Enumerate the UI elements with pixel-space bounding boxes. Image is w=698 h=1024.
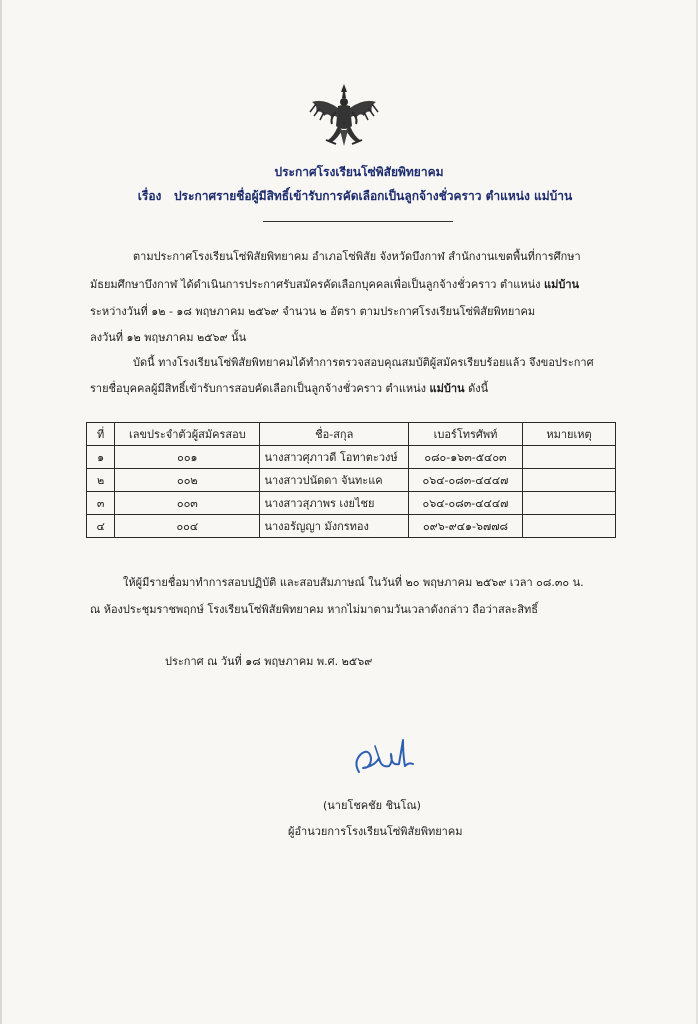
director-signature	[345, 732, 425, 778]
announcement-subject	[6, 187, 698, 206]
cell-remark	[522, 492, 615, 515]
cell-applicant-id: ๐๐๑	[115, 446, 260, 469]
paragraph-1-line-1: ตามประกาศโรงเรียนโซ่พิสัยพิทยาคม อำเภอโซ่พิสัย จังหวัดบึงกาฬ สำนักงานเขตพื้นที่การศึกษา	[133, 250, 581, 263]
cell-phone: ๐๙๖-๙๔๑-๖๗๗๘	[409, 515, 523, 538]
paragraph-2-line-2-end: ดังนี้	[464, 382, 489, 395]
cell-no: ๑	[87, 446, 115, 469]
cell-applicant-id: ๐๐๔	[115, 515, 260, 538]
column-header-name: ชื่อ-สกุล	[260, 423, 409, 446]
table-row	[87, 469, 616, 492]
cell-remark	[522, 446, 615, 469]
cell-applicant-id: ๐๐๓	[115, 492, 260, 515]
table-row	[87, 515, 616, 538]
table-row	[87, 446, 616, 469]
announcement-date: ประกาศ ณ วันที่ ๑๘ พฤษภาคม พ.ศ. ๒๕๖๙	[165, 655, 373, 668]
column-header-applicant-id: เลขประจำตัวผู้สมัครสอบ	[115, 423, 260, 446]
cell-name: นางสาวศุภาวดี โอทาตะวงษ์	[260, 446, 409, 469]
cell-phone: ๐๖๔-๐๘๓-๔๔๔๗	[409, 492, 523, 515]
title-divider	[263, 221, 453, 222]
cell-name: นางสาวปนัดดา จันทะแค	[260, 469, 409, 492]
closing-line-1: ให้ผู้มีรายชื่อมาทำการสอบปฏิบัติ และสอบสัมภาษณ์ ในวันที่ ๒๐ พฤษภาคม ๒๕๖๙ เวลา ๐๘.๓๐ น.	[123, 576, 584, 589]
announcement-title: ประกาศโรงเรียนโซ่พิสัยพิทยาคม	[274, 165, 444, 179]
paragraph-1-line-2-text: มัธยมศึกษาบึงกาฬ ได้ดำเนินการประกาศรับสมัครคัดเลือกบุคคลเพื่อเป็นลูกจ้างชั่วคราว ตำแหน่ง	[90, 278, 545, 291]
table-row	[87, 492, 616, 515]
cell-remark	[522, 469, 615, 492]
cell-remark	[522, 515, 615, 538]
cell-no: ๓	[87, 492, 115, 515]
signatory-position: ผู้อำนวยการโรงเรียนโซ่พิสัยพิทยาคม	[288, 825, 463, 838]
closing-line-2: ณ ห้องประชุมราชพฤกษ์ โรงเรียนโซ่พิสัยพิทยาคม หากไม่มาตามวันเวลาดังกล่าว ถือว่าสละสิทธิ์	[90, 603, 538, 616]
column-header-remark: หมายเหตุ	[522, 423, 615, 446]
cell-phone: ๐๘๐-๑๖๓-๕๔๐๓	[409, 446, 523, 469]
cell-name: นางสาวสุภาพร เงยไชย	[260, 492, 409, 515]
cell-no: ๒	[87, 469, 115, 492]
cell-name: นางอรัญญา มังกรทอง	[260, 515, 409, 538]
table-header-row	[87, 423, 616, 446]
position-highlight: แม่บ้าน	[544, 278, 580, 291]
garuda-emblem-icon	[302, 82, 386, 150]
cell-phone: ๐๖๔-๐๘๓-๔๔๔๗	[409, 469, 523, 492]
paragraph-2-line-2	[90, 379, 488, 397]
paragraph-1-line-4: ลงวันที่ ๑๒ พฤษภาคม ๒๕๖๙ นั้น	[90, 331, 247, 344]
candidate-table	[86, 422, 616, 538]
subject-label: เรื่อง	[137, 189, 162, 203]
paragraph-2-line-1: บัดนี้ ทางโรงเรียนโซ่พิสัยพิทยาคมได้ทำการตรวจสอบคุณสมบัติผู้สมัครเรียบร้อยแล้ว จึงขอประกาศ	[133, 356, 594, 369]
column-header-phone: เบอร์โทรศัพท์	[409, 423, 523, 446]
paragraph-1-line-2	[90, 275, 579, 293]
paragraph-1-line-3: ระหว่างวันที่ ๑๒ - ๑๘ พฤษภาคม ๒๕๖๙ จำนวน ๒ อัตรา ตามประกาศโรงเรียนโซ่พิสัยพิทยาคม	[90, 305, 536, 318]
paragraph-2-line-2-text: รายชื่อบุคคลผู้มีสิทธิ์เข้ารับการสอบคัดเลือกเป็นลูกจ้างชั่วคราว ตำแหน่ง	[90, 382, 430, 395]
signatory-name: (นายโชคชัย ชินโณ)	[323, 799, 421, 812]
position-highlight: แม่บ้าน	[429, 382, 465, 395]
column-header-no: ที่	[87, 423, 115, 446]
cell-no: ๔	[87, 515, 115, 538]
subject-text: ประกาศรายชื่อผู้มีสิทธิ์เข้ารับการคัดเลือกเป็นลูกจ้างชั่วคราว ตำแหน่ง แม่บ้าน	[173, 189, 573, 203]
cell-applicant-id: ๐๐๒	[115, 469, 260, 492]
